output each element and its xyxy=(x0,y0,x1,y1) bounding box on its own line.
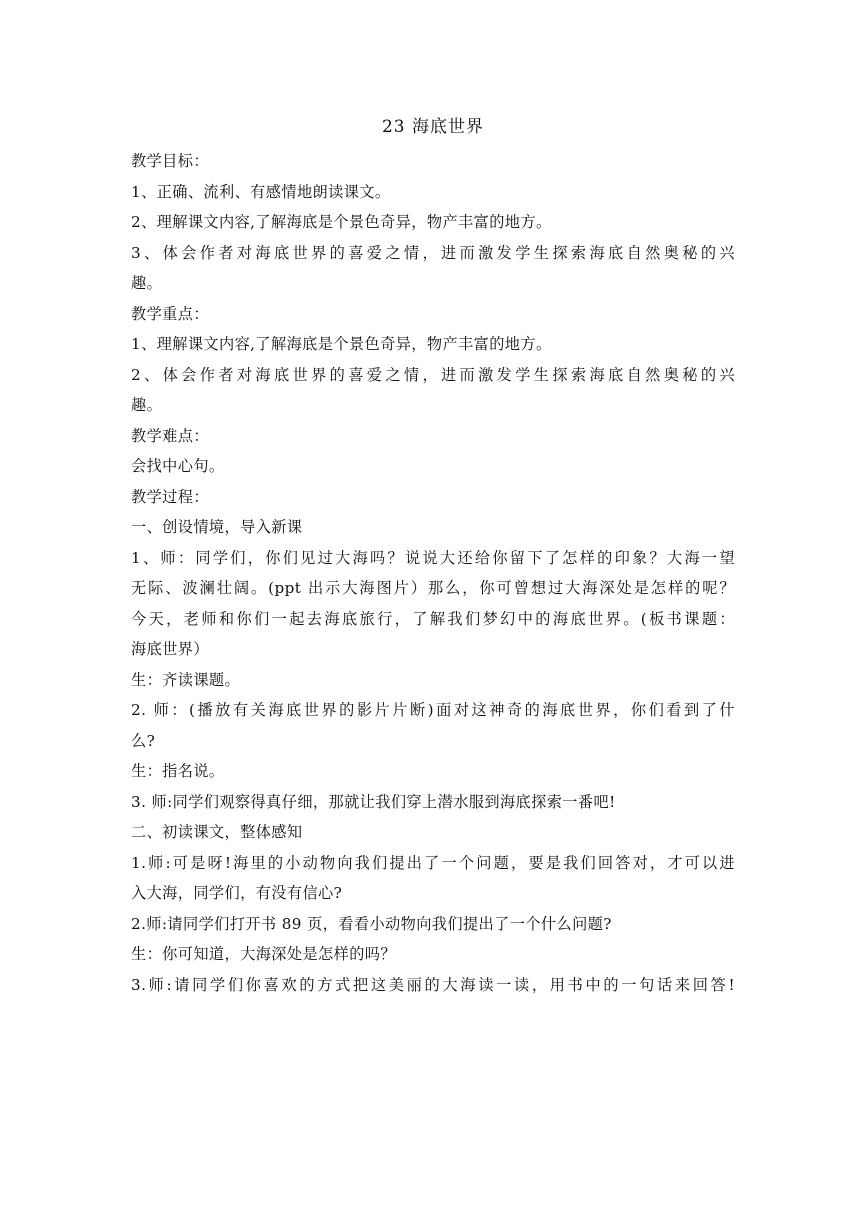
paragraph-line: 趣。 xyxy=(131,396,163,414)
paragraph-line: 无际、波澜壮阔。(ppt 出示大海图片）那么，你可曾想过大海深处是怎样的呢？ xyxy=(131,579,735,597)
paragraph-line: 2、理解课文内容,了解海底是个景色奇异，物产丰富的地方。 xyxy=(131,213,552,231)
paragraph-line: 生：齐读课题。 xyxy=(131,670,241,689)
paragraph-line: 1、理解课文内容,了解海底是个景色奇异，物产丰富的地方。 xyxy=(131,335,552,353)
paragraph-line: 么? xyxy=(131,731,156,750)
section-heading-key-points: 教学重点： xyxy=(131,304,209,323)
subsection-heading: 二、初读课文，整体感知 xyxy=(131,823,303,841)
document-title: 23 海底世界 xyxy=(381,117,485,137)
paragraph-line: 2.师:请同学们打开书 89 页，看看小动物向我们提出了一个什么问题? xyxy=(131,914,612,933)
paragraph-line: 生：你可知道，大海深处是怎样的吗？ xyxy=(131,945,396,963)
paragraph-line: 今天，老师和你们一起去海底旅行，了解我们梦幻中的海底世界。(板书课题： xyxy=(131,609,735,628)
section-heading-objectives: 教学目标： xyxy=(131,152,209,170)
paragraph-line: 趣。 xyxy=(131,274,163,292)
paragraph-line: 1.师:可是呀!海里的小动物向我们提出了一个问题，要是我们回答对，才可以进 xyxy=(131,853,735,872)
paragraph-line: 3.师:请同学们你喜欢的方式把这美丽的大海读一读，用书中的一句话来回答! xyxy=(131,975,735,994)
paragraph-line: 生：指名说。 xyxy=(131,762,225,780)
paragraph-line: 海底世界） xyxy=(131,640,209,658)
subsection-heading: 一、创设情境，导入新课 xyxy=(131,518,303,536)
document-page xyxy=(131,110,735,1000)
paragraph-line: 3、体会作者对海底世界的喜爱之情，进而激发学生探索海底自然奥秘的兴 xyxy=(131,243,735,262)
section-heading-difficulties: 教学难点： xyxy=(131,426,209,445)
paragraph-line: 入大海，同学们，有没有信心? xyxy=(131,884,343,902)
paragraph-line: 3. 师:同学们观察得真仔细，那就让我们穿上潜水服到海底探索一番吧! xyxy=(131,792,616,811)
paragraph-line: 1、正确、流利、有感情地朗读课文。 xyxy=(131,182,391,201)
paragraph-line: 1、师：同学们，你们见过大海吗？说说大还给你留下了怎样的印象？大海一望 xyxy=(131,548,735,567)
paragraph-line: 2、体会作者对海底世界的喜爱之情，进而激发学生探索海底自然奥秘的兴 xyxy=(131,365,735,384)
paragraph-line: 2. 师：(播放有关海底世界的影片片断)面对这神奇的海底世界，你们看到了什 xyxy=(131,701,735,719)
paragraph-line: 会找中心句。 xyxy=(131,457,225,475)
section-heading-process: 教学过程： xyxy=(131,487,209,506)
